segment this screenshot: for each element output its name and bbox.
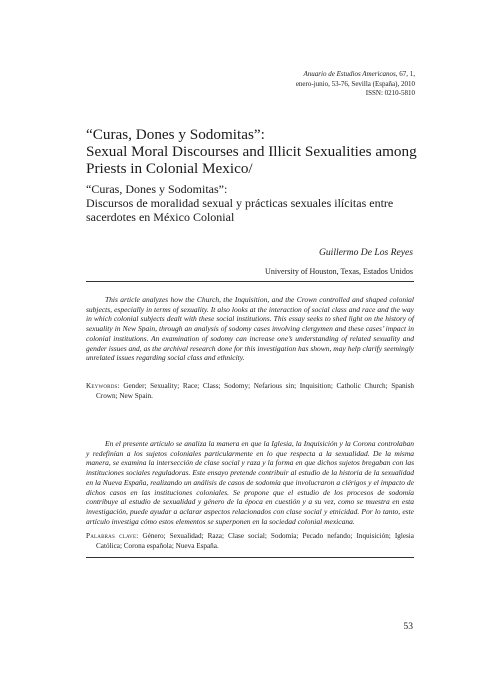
page-number: 53 <box>403 621 413 632</box>
journal-name: Anuario de Estudios Americanos, <box>303 70 398 78</box>
journal-issn: ISSN: 0210-5810 <box>365 89 415 98</box>
journal-header <box>296 70 415 99</box>
keywords-english-label: Keywords: <box>86 382 120 390</box>
journal-citation <box>296 70 415 80</box>
keywords-spanish <box>86 532 414 551</box>
journal-date-place: enero-junio, 53-76, Sevilla (España), 2010 <box>295 79 415 88</box>
title-english-line1: “Curas, Dones y Sodomitas”: <box>86 126 265 143</box>
top-divider <box>86 281 414 282</box>
abstract-spanish: En el presente artículo se analiza la manera en que la Iglesia, la Inquisición y la Corona controlaban y redefinían a los sujetos coloniales particularmente en lo que respecta a la sexualidad. De la misma manera, se examina la intersección de clase social y raza y la forma en que dichos sujetos bregaban con las instituciones sociales reguladoras. Este ensayo pretende contribuir al estudio de la historia de la sexualidad en la Nueva España, realizando un análisis de casos de sodomía que involucraron a clérigos y el impacto de dichos casos en las instituciones coloniales. Se propone que el estudio de los procesos de sodomía contribuye al estudio de sexualidad y género de la época en cuestión y a su vez, como se muestra en esta investigación, puede ayudar a aclarar aspectos relacionados con clase social y etnicidad. Por lo tanto, este artículo investiga cómo estos elementos se superponen en la sociedad colonial mexicana. <box>86 439 414 526</box>
bottom-divider <box>86 557 414 558</box>
title-spanish-line2: Discursos de moralidad sexual y prácticas sexuales ilícitas entre sacerdotes en México Colonial <box>86 196 394 224</box>
article-title-block <box>86 126 426 224</box>
keywords-english-text: Gender; Sexuality; Race; Class; Sodomy; Nefarious sin; Inquisition; Catholic Church; Spanish Crown; New Spain. <box>96 382 415 400</box>
author-name: Guillermo De Los Reyes <box>318 247 413 258</box>
journal-issue: 67, 1, <box>399 70 415 78</box>
keywords-english <box>86 382 414 401</box>
author-block <box>265 247 413 277</box>
abstract-english: This article analyzes how the Church, the Inquisition, and the Crown controlled and shaped colonial subjects, especially in terms of sexuality. It also looks at the interaction of social class and race and the way in which colonial subjects dealt with these social institutions. This essay seeks to shed light on the history of sexuality in New Spain, through an analysis of sodomy cases involving clergymen and these cases’ impact in colonial institutions. An examination of sodomy can increase one’s understanding of related sexuality and gender issues and, as the archival research done for this investigation has shown, may help clarify seemingly unrelated issues regarding social class and ethnicity. <box>86 295 414 363</box>
title-english-line2: Sexual Moral Discourses and Illicit Sexualities among Priests in Colonial Mexico/ <box>86 143 417 177</box>
title-spanish-line1: “Curas, Dones y Sodomitas”: <box>86 182 228 196</box>
author-affiliation: University of Houston, Texas, Estados Unidos <box>265 267 413 276</box>
keywords-spanish-label: Palabras clave: <box>86 532 139 540</box>
keywords-spanish-text: Género; Sexualidad; Raza; Clase social; Sodomía; Pecado nefando; Inquisición; Iglesia Católica; Corona española; Nueva España. <box>96 532 414 550</box>
